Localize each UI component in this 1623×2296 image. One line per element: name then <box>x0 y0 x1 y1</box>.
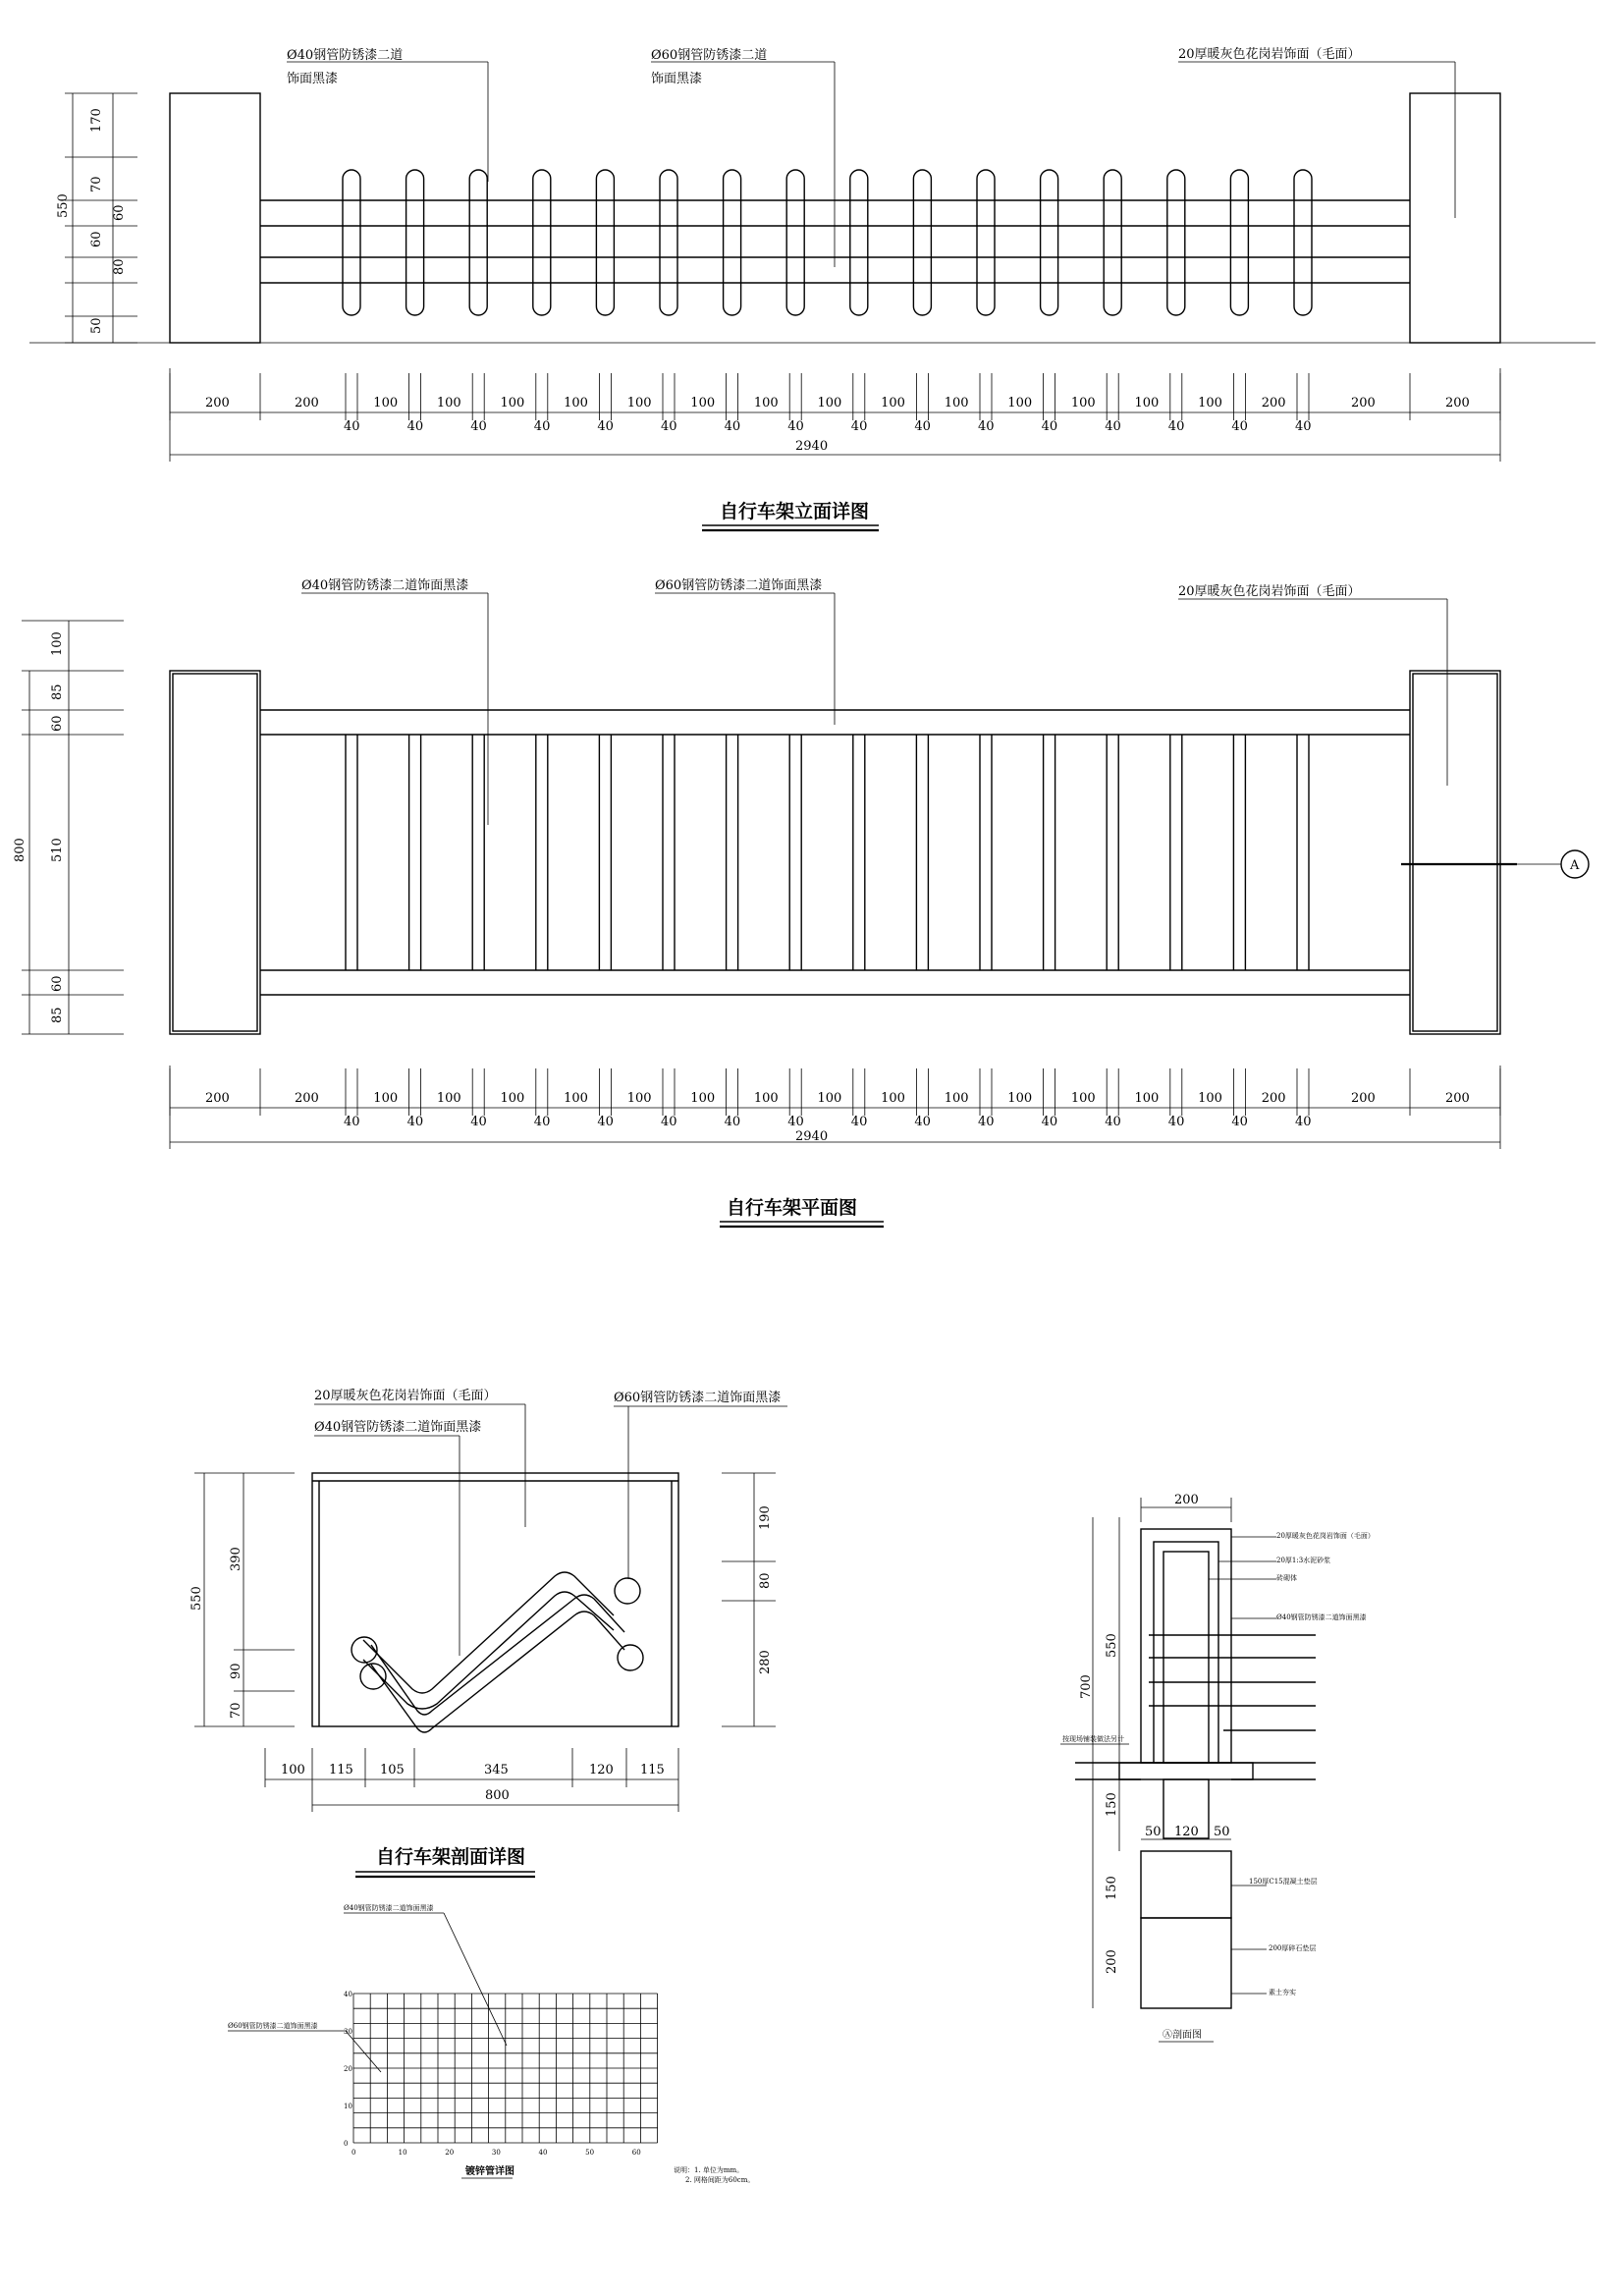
view-title: Ⓐ剖面图 <box>1163 2030 1202 2041</box>
tick-label: 50 <box>585 2149 595 2157</box>
dim-label: 100 <box>817 396 842 410</box>
dim-label: 280 <box>758 1650 773 1674</box>
dim-label: 200 <box>1174 1493 1199 1507</box>
dim-label: 100 <box>50 631 65 656</box>
dim-label: 100 <box>881 396 905 410</box>
callout-label: Ø40钢管防锈漆二道 <box>287 48 404 63</box>
dim-label: 40 <box>661 419 677 434</box>
dim-label: 40 <box>1231 1115 1248 1129</box>
dim-label: 800 <box>485 1788 510 1803</box>
post <box>850 170 868 315</box>
dim-label: 50 <box>89 317 104 334</box>
plan-posts <box>346 735 1309 970</box>
dim-label: 550 <box>1105 1633 1119 1658</box>
dim-label: 100 <box>1070 396 1096 410</box>
callout-label: Ø40钢管防锈漆二道饰面黑漆 <box>1276 1613 1367 1621</box>
dim-label: 40 <box>787 1115 804 1129</box>
dim-label: 100 <box>1198 1091 1222 1106</box>
dim-label: 70 <box>89 176 104 192</box>
note: 说明：1. 单位为mm。 <box>674 2166 744 2174</box>
dim-label: 40 <box>1041 419 1058 434</box>
post <box>1294 170 1312 315</box>
view-title: 自行车架平面图 <box>727 1197 858 1219</box>
dim-label: 100 <box>944 396 969 410</box>
dim-label: 390 <box>229 1547 243 1571</box>
section-mark: A <box>1570 858 1580 873</box>
callout-label: Ø60钢管防锈漆二道饰面黑漆 <box>228 2022 318 2030</box>
dim-label: 550 <box>189 1586 204 1611</box>
callout-label: Ø60钢管防锈漆二道 <box>651 48 768 63</box>
right-pillar <box>1410 671 1500 1034</box>
post <box>533 170 551 315</box>
dim-label: 2940 <box>795 1129 829 1144</box>
dim-label: 40 <box>533 419 551 434</box>
dim-label: 40 <box>850 1115 868 1129</box>
dim-label: 200 <box>295 1091 319 1106</box>
grid-pipe-end <box>618 1645 643 1670</box>
dim-label: 40 <box>1295 419 1312 434</box>
dim-label: 80 <box>758 1572 773 1589</box>
dim-label: 120 <box>589 1763 614 1777</box>
dim-label: 100 <box>500 1091 525 1106</box>
dim-label: 60 <box>89 231 104 247</box>
dim-label: 100 <box>1198 396 1222 410</box>
gravel-layer <box>1141 1918 1231 2008</box>
callout-label: 20厚暖灰色花岗岩饰面（毛面） <box>1178 47 1361 62</box>
left-pillar <box>170 671 260 1034</box>
dim-label: 40 <box>533 1115 551 1129</box>
tick-label: 0 <box>344 2140 349 2148</box>
dim-label: 70 <box>229 1702 243 1719</box>
dim-label: 40 <box>978 419 995 434</box>
dim-label: 100 <box>564 396 588 410</box>
dim-label: 60 <box>50 715 65 732</box>
dim-label: 40 <box>850 419 868 434</box>
dim-label: 100 <box>564 1091 588 1106</box>
dim-label: 40 <box>1105 1115 1121 1129</box>
dim-label: 40 <box>1167 419 1185 434</box>
tick-label: 40 <box>538 2149 548 2157</box>
dim-label: 170 <box>89 108 104 133</box>
callout-label: 20厚1:3水泥砂浆 <box>1276 1557 1331 1564</box>
dim-label: 40 <box>470 419 487 434</box>
granite-block <box>312 1473 678 1726</box>
a-section-view <box>1060 1493 1375 2042</box>
post <box>1167 170 1185 315</box>
dim-label: 510 <box>50 838 65 862</box>
dim-label: 200 <box>1105 1949 1119 1974</box>
dim-label: 40 <box>1167 1115 1185 1129</box>
tick-label: 60 <box>631 2149 641 2157</box>
dim-label: 40 <box>1231 419 1248 434</box>
callout-label: Ø60钢管防锈漆二道饰面黑漆 <box>655 578 823 593</box>
dim-label: 100 <box>881 1091 905 1106</box>
post <box>343 170 360 315</box>
post <box>596 170 614 315</box>
dim-label: 40 <box>661 1115 677 1129</box>
dim-label: 100 <box>690 396 716 410</box>
tick-label: 10 <box>398 2149 407 2157</box>
elevation-view <box>29 46 1596 530</box>
callout-label: Ø40钢管防锈漆二道饰面黑漆 <box>314 1420 482 1435</box>
dim-label: 200 <box>205 1091 230 1106</box>
dim-label: 60 <box>112 204 127 221</box>
post <box>406 170 424 315</box>
plan-hdims <box>170 1068 1500 1129</box>
tick-label: 10 <box>344 2103 352 2110</box>
dim-label: 800 <box>13 838 27 862</box>
post <box>913 170 931 315</box>
grid-view <box>228 1595 754 2184</box>
post <box>724 170 741 315</box>
section-view <box>189 1388 787 1877</box>
elevation-posts <box>343 170 1312 315</box>
dim-label: 40 <box>406 1115 424 1129</box>
tick-label: 30 <box>344 2028 352 2036</box>
dim-label: 120 <box>1174 1825 1199 1839</box>
dim-label: 345 <box>484 1763 509 1777</box>
left-pillar <box>170 93 260 343</box>
post <box>1104 170 1121 315</box>
dim-label: 100 <box>944 1091 969 1106</box>
dim-label: 40 <box>406 419 424 434</box>
callout-label: 20厚暖灰色花岗岩饰面（毛面） <box>1178 584 1361 599</box>
dim-label: 100 <box>753 396 779 410</box>
dim-label: 105 <box>380 1763 405 1777</box>
plan-view <box>13 577 1589 1227</box>
dim-label: 550 <box>56 193 71 218</box>
dim-label: 40 <box>344 1115 360 1129</box>
dim-label: 40 <box>978 1115 995 1129</box>
note: 2. 网格间距为60cm。 <box>685 2176 755 2184</box>
grid-pipe <box>371 1612 624 1732</box>
callout-label: 20厚暖灰色花岗岩饰面（毛面） <box>1276 1532 1375 1540</box>
callout-label: 砖砌体 <box>1276 1574 1297 1582</box>
view-title: 自行车架立面详图 <box>720 501 870 522</box>
dim-label: 40 <box>470 1115 487 1129</box>
dim-label: 100 <box>373 396 399 410</box>
dim-label: 115 <box>329 1763 353 1777</box>
dim-label: 100 <box>281 1763 305 1777</box>
dim-label: 100 <box>373 1091 399 1106</box>
dim-label: 100 <box>436 1091 461 1106</box>
dim-label: 40 <box>914 419 931 434</box>
post <box>977 170 995 315</box>
grid-lines <box>353 1994 658 2143</box>
dim-label: 40 <box>344 419 360 434</box>
view-title: 镀锌管详图 <box>465 2166 514 2177</box>
pillar-section <box>1141 1529 1231 1763</box>
dim-label: 85 <box>50 683 65 700</box>
dim-label: 100 <box>626 1091 652 1106</box>
callout-label: 按现场铺装做法另计 <box>1062 1735 1124 1743</box>
post <box>786 170 804 315</box>
dim-label: 200 <box>1351 1091 1376 1106</box>
dim-label: 2940 <box>795 439 829 454</box>
elevation-hdims <box>170 373 1500 434</box>
post <box>469 170 487 315</box>
dim-label: 150 <box>1105 1792 1119 1817</box>
dim-label: 40 <box>597 1115 614 1129</box>
callout-label: Ø60钢管防锈漆二道饰面黑漆 <box>614 1391 782 1405</box>
dim-label: 115 <box>640 1763 665 1777</box>
dim-label: 40 <box>597 419 614 434</box>
callout-label: 素土夯实 <box>1269 1989 1296 1996</box>
dim-label: 100 <box>817 1091 842 1106</box>
tick-label: 20 <box>344 2065 352 2073</box>
post <box>1230 170 1248 315</box>
dim-label: 100 <box>753 1091 779 1106</box>
dim-label: 100 <box>1007 1091 1033 1106</box>
dim-label: 85 <box>50 1007 65 1023</box>
dim-label: 190 <box>758 1505 773 1530</box>
dim-label: 200 <box>1261 1091 1286 1106</box>
post <box>660 170 677 315</box>
dim-label: 100 <box>436 396 461 410</box>
callout-label: Ø40钢管防锈漆二道饰面黑漆 <box>344 1904 434 1912</box>
dim-label: 200 <box>205 396 230 410</box>
dim-label: 100 <box>1007 396 1033 410</box>
dim-label: 60 <box>50 975 65 992</box>
callout-label: 饰面黑漆 <box>287 72 339 86</box>
dim-label: 50 <box>1145 1825 1162 1839</box>
dim-label: 80 <box>112 258 127 275</box>
dim-label: 50 <box>1214 1825 1230 1839</box>
dim-label: 200 <box>1445 1091 1470 1106</box>
dim-label: 40 <box>1041 1115 1058 1129</box>
post <box>1041 170 1058 315</box>
dim-label: 100 <box>1134 1091 1160 1106</box>
dim-label: 100 <box>626 396 652 410</box>
callout-label: 200厚碎石垫层 <box>1269 1944 1317 1952</box>
dim-label: 40 <box>724 419 741 434</box>
callout-label: 饰面黑漆 <box>651 72 703 86</box>
dim-label: 40 <box>787 419 804 434</box>
dim-label: 700 <box>1079 1674 1094 1699</box>
callout-label: 150厚C15混凝土垫层 <box>1249 1878 1318 1886</box>
dim-label: 90 <box>229 1663 243 1679</box>
dim-label: 40 <box>1105 419 1121 434</box>
dim-label: 40 <box>1295 1115 1312 1129</box>
dim-label: 100 <box>1134 396 1160 410</box>
dim-label: 200 <box>1261 396 1286 410</box>
bent-pipe <box>363 1572 614 1693</box>
tick-label: 40 <box>344 1991 352 1998</box>
dim-label: 150 <box>1105 1876 1119 1900</box>
dim-label: 100 <box>1070 1091 1096 1106</box>
tick-label: 30 <box>491 2149 501 2157</box>
dim-label: 200 <box>295 396 319 410</box>
pipe-end-60 <box>615 1578 640 1604</box>
callout-label: Ø40钢管防锈漆二道饰面黑漆 <box>301 578 469 593</box>
concrete-layer <box>1141 1851 1231 1918</box>
view-title: 自行车架剖面详图 <box>376 1846 526 1868</box>
tick-label: 20 <box>445 2149 455 2157</box>
callout-label: 20厚暖灰色花岗岩饰面（毛面） <box>314 1389 497 1403</box>
dim-label: 40 <box>914 1115 931 1129</box>
dim-label: 40 <box>724 1115 741 1129</box>
dim-label: 200 <box>1351 396 1376 410</box>
dim-label: 100 <box>690 1091 716 1106</box>
tick-label: 0 <box>352 2149 356 2157</box>
dim-label: 100 <box>500 396 525 410</box>
dim-label: 200 <box>1445 396 1470 410</box>
